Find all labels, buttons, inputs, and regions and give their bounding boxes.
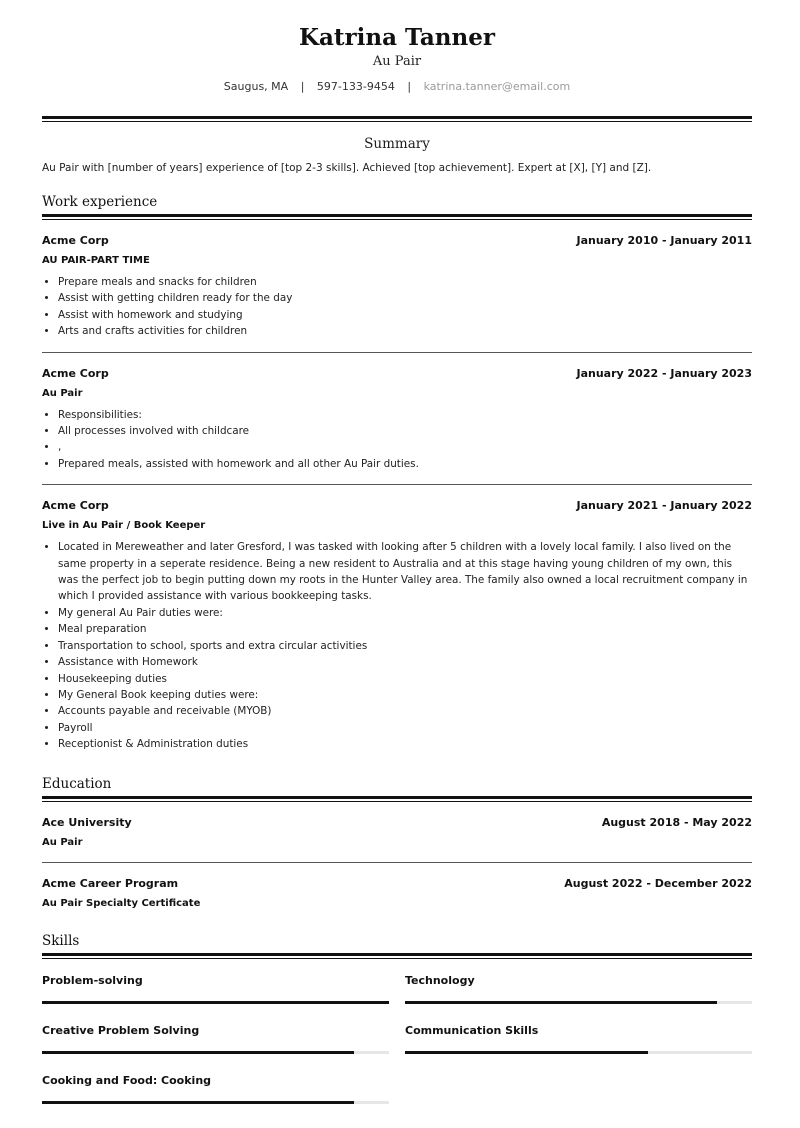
summary-section [42,135,752,176]
skill-item [42,1015,389,1065]
list-item: • Housekeeping duties [58,671,752,687]
entry-divider [42,352,752,353]
skills-section [42,932,752,1115]
list-item: • Arts and crafts activities for children [58,323,752,339]
skill-name: Creative Problem Solving [42,1023,200,1037]
skill-item [42,1065,389,1115]
skill-level-track [42,1001,389,1004]
skills-grid [42,965,752,1115]
work-dates: January 2021 - January 2022 [576,499,752,513]
work-dates: January 2022 - January 2023 [576,366,752,380]
contact-location: Saugus, MA [223,80,289,93]
skill-name: Cooking and Food: Cooking [42,1073,212,1087]
work-role: AU PAIR-PART TIME [42,255,150,266]
list-item: • All processes involved with childcare [58,423,752,439]
list-item: • Accounts payable and receivable (MYOB) [58,703,752,719]
education-section [42,775,752,911]
education-degree: Au Pair [42,836,83,848]
contact-separator: | [407,80,412,93]
section-divider [42,796,752,802]
list-item: • , [58,439,752,455]
work-bullets [42,539,752,752]
work-entry [42,366,752,486]
resume-page [42,0,752,1115]
work-company: Acme Corp [42,366,109,380]
list-item: • My general Au Pair duties were: [58,605,752,621]
work-dates: January 2010 - January 2011 [576,234,752,247]
section-divider [42,953,752,959]
work-bullets [42,407,752,473]
skill-name: Technology [405,973,475,987]
work-role: Live in Au Pair / Book Keeper [42,520,206,532]
section-divider [42,214,752,220]
skill-item [42,965,389,1015]
education-heading: Education [42,775,112,792]
entry-divider [42,862,752,863]
list-item: • Transportation to school, sports and extra circular activities [58,638,752,654]
header-divider [42,116,752,122]
summary-text: Au Pair with [number of years] experience of [top 2-3 skills]. Achieved [top achievement]. Expert at [X], [Y] and [Z]. [42,162,652,174]
education-degree: Au Pair Specialty Certificate [42,897,201,909]
list-item: • Meal preparation [58,621,752,637]
list-item: • My General Book keeping duties were: [58,687,752,703]
skill-level-fill [405,1001,717,1004]
skill-name: Problem-solving [42,973,143,987]
contact-phone: 597-133-9454 [316,80,395,93]
skill-level-track [405,1051,752,1054]
list-item: • Receptionist & Administration duties [58,736,752,752]
education-dates: August 2018 - May 2022 [601,815,752,829]
education-entry [42,815,752,863]
list-item: • Assistance with Homework [58,654,752,670]
list-item: • Assist with getting children ready for the day [58,290,752,306]
skill-level-fill [42,1101,354,1104]
list-item: • Assist with homework and studying [58,307,752,323]
contact-email-link[interactable]: katrina.tanner@email.com [423,80,571,93]
list-item: • Prepare meals and snacks for children [58,274,752,290]
list-item: • Located in Mereweather and later Gresford, I was tasked with looking after 5 children with a lovely local family. I also lived on the same property in a seperate residence. Being a new resident to Australia and at this stage having young children of my own, this was the perfect job to begin putting down my roots in the Hunter Valley area. The family also owned a local recruitment company in which I provided assistance with various bookkeeping tasks. [58,539,752,605]
contact-separator: | [300,80,305,93]
education-dates: August 2022 - December 2022 [564,876,752,890]
skill-level-fill [42,1051,354,1054]
education-school: Acme Career Program [42,876,179,890]
education-entry [42,876,752,911]
work-role: Au Pair [42,387,83,399]
list-item: • Prepared meals, assisted with homework and all other Au Pair duties. [58,456,752,472]
contact-line [42,80,752,94]
skill-level-fill [405,1051,648,1054]
skill-level-track [42,1101,389,1104]
skill-name: Communication Skills [405,1023,539,1037]
work-company: Acme Corp [42,499,109,513]
resume-header [42,0,752,94]
work-entry [42,233,752,353]
work-section [42,193,752,753]
entry-divider [42,484,752,485]
work-bullets [42,274,752,340]
work-entry [42,498,752,752]
skill-level-track [405,1001,752,1004]
education-school: Ace University [42,815,132,829]
list-item: • Responsibilities: [58,407,752,423]
work-company: Acme Corp [42,234,109,247]
summary-heading: Summary [364,136,430,152]
candidate-name: Katrina Tanner [298,24,496,51]
skill-level-track [42,1051,389,1054]
skill-level-fill [42,1001,389,1004]
work-heading: Work experience [42,194,158,210]
list-item: • Payroll [58,720,752,736]
skills-heading: Skills [42,932,80,949]
candidate-title: Au Pair [372,54,422,69]
skill-item [405,1015,752,1065]
skill-item [405,965,752,1015]
